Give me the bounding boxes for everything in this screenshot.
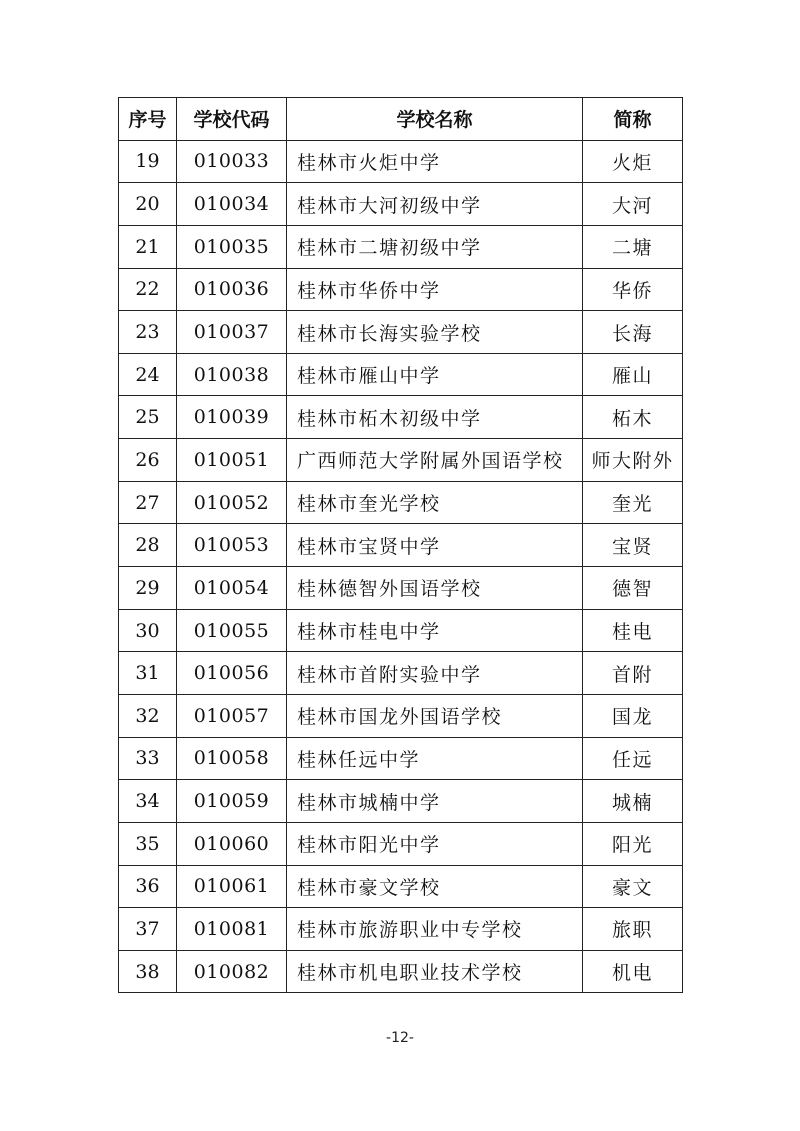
cell-school-code: 010082 [177, 950, 287, 993]
table-row [119, 140, 683, 183]
cell-school-name: 桂林德智外国语学校 [287, 567, 583, 610]
cell-school-code: 010035 [177, 225, 287, 268]
cell-school-name: 桂林市旅游职业中专学校 [287, 908, 583, 951]
cell-abbreviation: 任远 [583, 737, 683, 780]
table-row [119, 652, 683, 695]
table-row [119, 268, 683, 311]
cell-school-name: 桂林市豪文学校 [287, 865, 583, 908]
table-row [119, 737, 683, 780]
cell-seq: 32 [119, 694, 177, 737]
cell-school-code: 010039 [177, 396, 287, 439]
header-seq: 序号 [119, 98, 177, 141]
cell-seq: 27 [119, 481, 177, 524]
table-row [119, 183, 683, 226]
cell-school-name: 桂林市桂电中学 [287, 609, 583, 652]
cell-abbreviation: 旅职 [583, 908, 683, 951]
cell-school-name: 桂林市柘木初级中学 [287, 396, 583, 439]
school-table [118, 97, 683, 993]
cell-school-code: 010056 [177, 652, 287, 695]
cell-school-name: 桂林任远中学 [287, 737, 583, 780]
cell-seq: 26 [119, 439, 177, 482]
table-row [119, 481, 683, 524]
table-row [119, 609, 683, 652]
table-row [119, 225, 683, 268]
cell-school-code: 010037 [177, 311, 287, 354]
cell-school-code: 010038 [177, 353, 287, 396]
cell-school-code: 010081 [177, 908, 287, 951]
cell-school-name: 桂林市奎光学校 [287, 481, 583, 524]
cell-seq: 28 [119, 524, 177, 567]
cell-abbreviation: 豪文 [583, 865, 683, 908]
cell-seq: 31 [119, 652, 177, 695]
cell-school-name: 广西师范大学附属外国语学校 [287, 439, 583, 482]
cell-abbreviation: 宝贤 [583, 524, 683, 567]
cell-school-code: 010055 [177, 609, 287, 652]
cell-school-name: 桂林市火炬中学 [287, 140, 583, 183]
cell-seq: 38 [119, 950, 177, 993]
table-row [119, 950, 683, 993]
cell-abbreviation: 大河 [583, 183, 683, 226]
cell-school-code: 010054 [177, 567, 287, 610]
cell-abbreviation: 德智 [583, 567, 683, 610]
table-row [119, 353, 683, 396]
cell-seq: 19 [119, 140, 177, 183]
cell-school-code: 010051 [177, 439, 287, 482]
cell-seq: 25 [119, 396, 177, 439]
header-row [119, 98, 683, 141]
cell-abbreviation: 师大附外 [583, 439, 683, 482]
table-body [119, 140, 683, 993]
cell-school-name: 桂林市宝贤中学 [287, 524, 583, 567]
cell-school-name: 桂林市机电职业技术学校 [287, 950, 583, 993]
cell-abbreviation: 城楠 [583, 780, 683, 823]
cell-seq: 23 [119, 311, 177, 354]
header-code: 学校代码 [177, 98, 287, 141]
cell-abbreviation: 桂电 [583, 609, 683, 652]
cell-abbreviation: 奎光 [583, 481, 683, 524]
cell-seq: 30 [119, 609, 177, 652]
cell-seq: 22 [119, 268, 177, 311]
table-row [119, 780, 683, 823]
cell-abbreviation: 国龙 [583, 694, 683, 737]
cell-abbreviation: 阳光 [583, 822, 683, 865]
cell-seq: 21 [119, 225, 177, 268]
cell-seq: 24 [119, 353, 177, 396]
table-row [119, 311, 683, 354]
cell-school-name: 桂林市首附实验中学 [287, 652, 583, 695]
table-row [119, 396, 683, 439]
cell-abbreviation: 机电 [583, 950, 683, 993]
cell-seq: 29 [119, 567, 177, 610]
cell-seq: 35 [119, 822, 177, 865]
cell-seq: 34 [119, 780, 177, 823]
cell-school-code: 010033 [177, 140, 287, 183]
header-name: 学校名称 [287, 98, 583, 141]
cell-school-name: 桂林市城楠中学 [287, 780, 583, 823]
cell-seq: 36 [119, 865, 177, 908]
cell-school-code: 010057 [177, 694, 287, 737]
cell-abbreviation: 火炬 [583, 140, 683, 183]
cell-abbreviation: 首附 [583, 652, 683, 695]
cell-school-code: 010053 [177, 524, 287, 567]
cell-school-code: 010034 [177, 183, 287, 226]
cell-school-name: 桂林市长海实验学校 [287, 311, 583, 354]
cell-school-name: 桂林市阳光中学 [287, 822, 583, 865]
cell-seq: 37 [119, 908, 177, 951]
table-row [119, 865, 683, 908]
cell-abbreviation: 长海 [583, 311, 683, 354]
cell-school-code: 010052 [177, 481, 287, 524]
page-number: -12- [386, 1030, 414, 1046]
cell-school-name: 桂林市国龙外国语学校 [287, 694, 583, 737]
table-row [119, 908, 683, 951]
cell-school-code: 010036 [177, 268, 287, 311]
header-abbr: 简称 [583, 98, 683, 141]
table-row [119, 524, 683, 567]
cell-abbreviation: 柘木 [583, 396, 683, 439]
cell-seq: 20 [119, 183, 177, 226]
cell-school-name: 桂林市大河初级中学 [287, 183, 583, 226]
table-header [119, 98, 683, 141]
table-row [119, 567, 683, 610]
cell-abbreviation: 雁山 [583, 353, 683, 396]
cell-school-name: 桂林市华侨中学 [287, 268, 583, 311]
cell-school-name: 桂林市雁山中学 [287, 353, 583, 396]
cell-school-code: 010060 [177, 822, 287, 865]
cell-abbreviation: 华侨 [583, 268, 683, 311]
cell-seq: 33 [119, 737, 177, 780]
table-row [119, 694, 683, 737]
cell-school-code: 010059 [177, 780, 287, 823]
table-row [119, 439, 683, 482]
cell-school-name: 桂林市二塘初级中学 [287, 225, 583, 268]
cell-school-code: 010061 [177, 865, 287, 908]
cell-abbreviation: 二塘 [583, 225, 683, 268]
table-row [119, 822, 683, 865]
cell-school-code: 010058 [177, 737, 287, 780]
